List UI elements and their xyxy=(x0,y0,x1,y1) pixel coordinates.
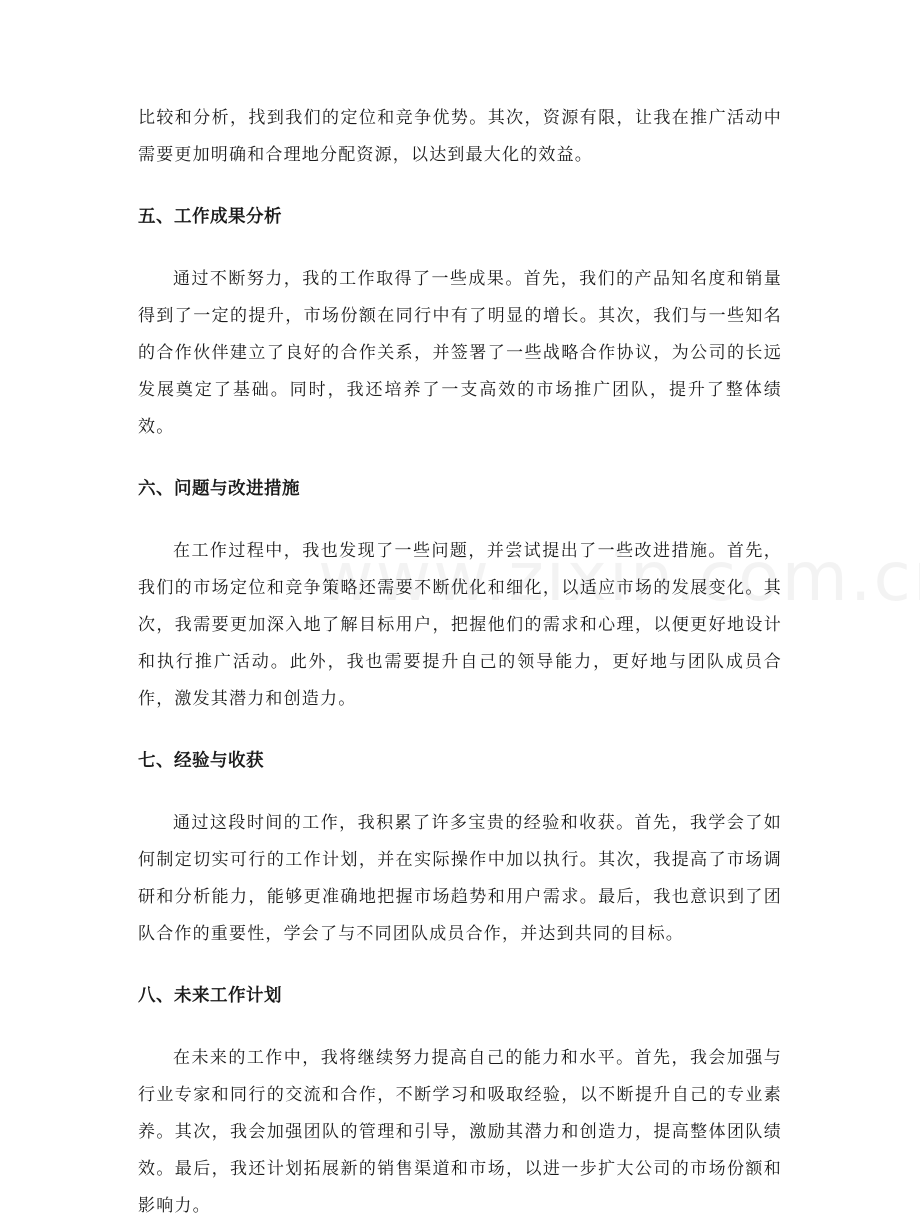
section-paragraph-future-plan: 在未来的工作中，我将继续努力提高自己的能力和水平。首先，我会加强与行业专家和同行的交流和合作，不断学习和吸取经验，以不断提升自己的专业素养。其次，我会加强团队的管理和引导，激励其潜力和创造力，提高整体团队绩效。最后，我还计划拓展新的销售渠道和市场，以进一步扩大公司的市场份额和影响力。 xyxy=(138,1048,782,1216)
section-paragraph-work-results: 通过不断努力，我的工作取得了一些成果。首先，我们的产品知名度和销量得到了一定的提升，市场份额在同行中有了明显的增长。其次，我们与一些知名的合作伙伴建立了良好的合作关系，并签署了一些战略合作协议，为公司的长远发展奠定了基础。同时，我还培养了一支高效的市场推广团队，提升了整体绩效。 xyxy=(138,269,782,437)
section-paragraph-problems: 在工作过程中，我也发现了一些问题，并尝试提出了一些改进措施。首先，我们的市场定位和竞争策略还需要不断优化和细化，以适应市场的发展变化。其次，我需要更加深入地了解目标用户，把握他们的需求和心理，以便更好地设计和执行推广活动。此外，我也需要提升自己的领导能力，更好地与团队成员合作，激发其潜力和创造力。 xyxy=(138,541,782,709)
section-heading-work-results: 五、工作成果分析 xyxy=(138,207,282,227)
intro-paragraph: 比较和分析，找到我们的定位和竞争优势。其次，资源有限，让我在推广活动中需要更加明确和合理地分配资源，以达到最大化的效益。 xyxy=(138,108,782,165)
section-heading-experience: 七、经验与收获 xyxy=(138,751,264,771)
section-heading-problems: 六、问题与改进措施 xyxy=(138,479,300,499)
section-heading-future-plan: 八、未来工作计划 xyxy=(138,986,282,1006)
section-paragraph-experience: 通过这段时间的工作，我积累了许多宝贵的经验和收获。首先，我学会了如何制定切实可行的工作计划，并在实际操作中加以执行。其次，我提高了市场调研和分析能力，能够更准确地把握市场趋势和用户需求。最后，我也意识到了团队合作的重要性，学会了与不同团队成员合作，并达到共同的目标。 xyxy=(138,813,782,944)
